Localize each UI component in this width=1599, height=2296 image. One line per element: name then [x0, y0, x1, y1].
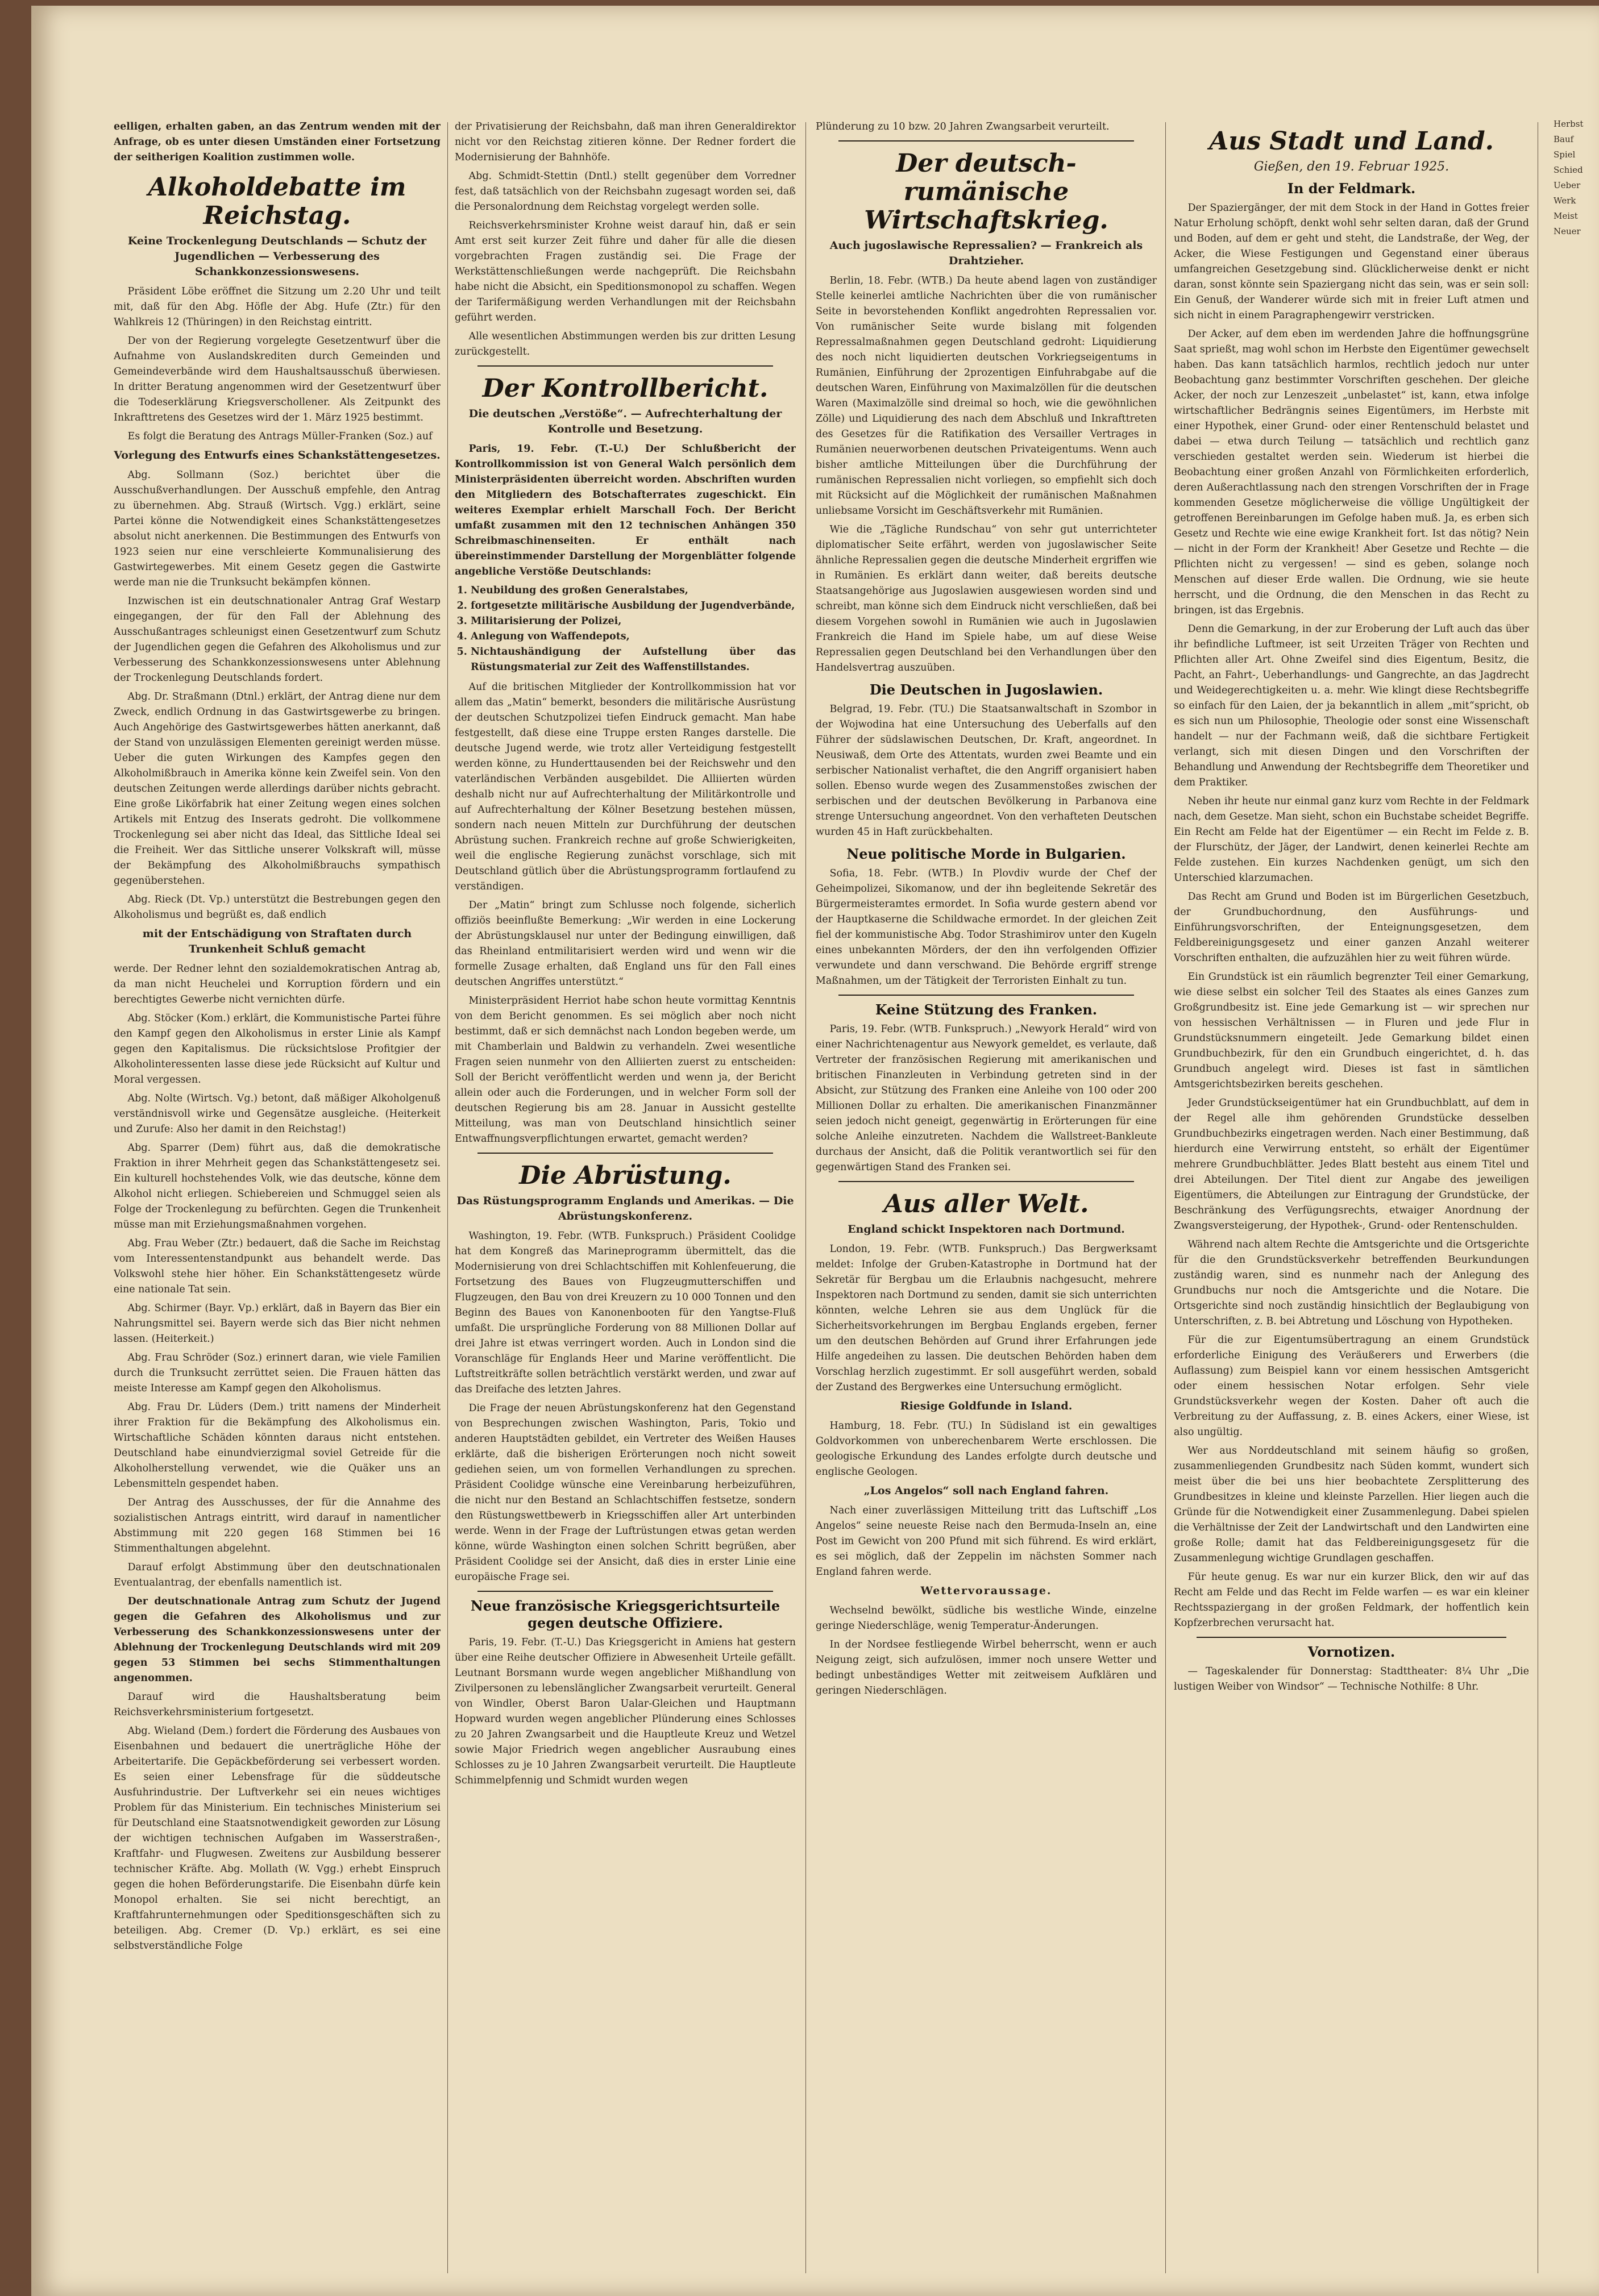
- list-item: 3. Militarisierung der Polizei,: [471, 614, 796, 629]
- paragraph: Abg. Schmidt-Stettin (Dntl.) stellt gegenüber dem Vorredner fest, daß tatsächlich von der Reichsbahn zugesagt worden sei, daß die Personalordnung dem Reichstag vorgelegt werden solle.: [455, 170, 796, 213]
- subheadline: „Los Angelos“ soll nach England fahren.: [863, 1484, 1109, 1497]
- section-divider: [477, 365, 773, 367]
- paragraph: der Privatisierung der Reichsbahn, daß man ihren Generaldirektor nicht vor den Reichstag zitieren könne. Der Redner fordert die Modernisierung der Bahnhöfe.: [455, 121, 796, 163]
- headline-wirtschaftskrieg: Der deutsch-rumänische Wirtschaftskrieg.: [864, 149, 1108, 235]
- paragraph: Auf die britischen Mitglieder der Kontrollkommission hat vor allem das „Matin“ bemerkt, besonders die militärische Ausrüstung der deutschen Schutzpolizei tiefen Eindruck gemacht. Man habe festgestellt, daß diese eine Truppe ersten Ranges darstelle. Die deutsche Jugend werde, wie trotz aller Verteidigung festgestellt werden könne, zu Hunderttausenden bei der Reichswehr und den vaterländischen Verbänden ausgebildet. Die Alliierten würden deshalb nicht nur auf Aufrechterhaltung der Militärkontrolle und auf Aufrechterhaltung der Kölner Besetzung bestehen müssen, sondern nach neuen Mitteln zur Durchführung der deutschen Abrüstung suchen. Frankreich rechne auf große Schwierigkeiten, weil die englische Regierung zunächst vorschlage, sich mit Deutschland gütlich über die Abrüstungsprogramm fortlaufend zu verständigen.: [455, 681, 796, 892]
- paragraph: Paris, 19. Febr. (T.-U.) Das Kriegsgericht in Amiens hat gestern über eine Reihe deutscher Offiziere in Abwesenheit Urteile gefällt. Leutnant Borsmann wurde wegen angeblicher Mißhandlung von Zivilpersonen zu lebenslänglicher Zwangsarbeit verurteilt. General von Windler, Oberst Baron Ualar-Gleichen und Hauptmann Hopward wurden wegen angeblicher Plünderung eines Schlosses zu 20 Jahren Zwangsarbeit und die Hauptleute Kreuz und Wetzel sowie Major Friedrich wegen angeblicher Ausraubung eines Schlosses zu je 10 Jahren Zwangsarbeit verurteilt. Die Hauptleute Schimmelpfennig und Schmidt wurden wegen: [455, 1637, 796, 1786]
- paragraph: Die Frage der neuen Abrüstungskonferenz hat den Gegenstand von Besprechungen zwischen Washington, Paris, Tokio und anderen Hauptstädten gebildet, ein Vertreter des Weißen Hauses erklärte, daß die bisherigen Erörterungen noch nicht soweit gediehen seien, um von formellen Verhandlungen zu sprechen. Präsident Coolidge wünsche eine Vereinbarung herbeizuführen, die nicht nur den Bestand an Schlachtschiffen festsetze, sondern den Rüstungswettbewerb in Kriegsschiffen aller Art unterbinden werde. Wenn in der Frage der Luftrüstungen etwas getan werden könne, würde Washington einen solchen Schritt begrüßen, aber Präsident Coolidge sei der Ansicht, daß dies in erster Linie eine europäische Frage sei.: [455, 1403, 796, 1583]
- newspaper-page: [31, 6, 1599, 2296]
- subheadline: Vorlegung des Entwurfs eines Schankstättengesetzes.: [114, 449, 441, 461]
- headline-alkoholdebatte: Alkoholdebatte im Reichstag.: [148, 173, 406, 230]
- paragraph: Abg. Sollmann (Soz.) berichtet über die Ausschußverhandlungen. Der Ausschuß empfehle, den Antrag zu übernehmen. Abg. Strauß (Wirtsch. Vgg.) erklärt, seine Partei könne die Notwendigkeit eines Schankstättengesetzes absolut nicht anerkennen. Die Bestimmungen des Entwurfs von 1923 seien nur eine verschleierte Kommunalisierung des Gastwirtegewerbes. Mit einem Gesetz gegen die Gastwirte werde man nie die Trunksucht bekämpfen können.: [114, 469, 441, 588]
- paragraph: Wechselnd bewölkt, südliche bis westliche Winde, einzelne geringe Niederschläge, wenig Temperatur-Änderungen.: [816, 1605, 1157, 1632]
- subheadline: Die deutschen „Verstöße“. — Aufrechterhaltung der Kontrolle und Besetzung.: [468, 407, 782, 435]
- paragraph: Für heute genug. Es war nur ein kurzer Blick, den wir auf das Recht am Felde und das Recht im Felde warfen — es war ein kleiner Rechtsspaziergang in der großen Feldmark, der hoffentlich kein Kopfzerbrechen verursacht hat.: [1174, 1571, 1529, 1629]
- paragraph: Reichsverkehrsminister Krohne weist darauf hin, daß er sein Amt erst seit kurzer Zeit führe und daher für alle die diesen vorgebrachten Fragen zuständig sei. Die Frage der Werkstättenschließungen werde nachgeprüft. Die Reichsbahn habe nicht die Absicht, ein Speditionsmonopol zu schaffen. Wegen der Tarifermäßigung werden Verhandlungen mit der Reichsbahn geführt werden.: [455, 220, 796, 323]
- column-rule: [805, 122, 806, 2273]
- paragraph: Plünderung zu 10 bzw. 20 Jahren Zwangsarbeit verurteilt.: [816, 121, 1110, 132]
- section-divider: [838, 1181, 1134, 1182]
- paragraph: Nach einer zuverlässigen Mitteilung tritt das Luftschiff „Los Angelos“ seine neueste Reise nach den Bermuda-Inseln an, eine Post im Gewicht von 200 Pfund mit sich führend. Es wird erklärt, es sei möglich, daß der Zeppelin im nächsten Sommer nach England fahren werde.: [816, 1505, 1157, 1578]
- edge-fragment: Herbst: [1554, 119, 1584, 129]
- column-rule: [1165, 122, 1166, 2273]
- paragraph: Neben ihr heute nur einmal ganz kurz vom Rechte in der Feldmark nach, dem Gesetze. Man sieht, schon ein Buchstabe scheidet Begriffe. Ein Recht am Felde hat der Eigentümer — ein Recht im Felde z. B. der Flurschütz, der Jäger, der Landwirt, denen keinerlei Rechte am Felde zustehen. Ein kurzes Nachdenken genügt, um sich den Unterschied klarzumachen.: [1174, 796, 1529, 884]
- edge-fragment: Bauf: [1554, 134, 1574, 144]
- column-4: [1174, 119, 1529, 2273]
- headline-abruestung: Die Abrüstung.: [519, 1161, 732, 1190]
- column-1: [114, 119, 441, 2273]
- subheadline: Riesige Goldfunde in Island.: [900, 1400, 1073, 1412]
- paragraph: Der Acker, auf dem eben im werdenden Jahre die hoffnungsgrüne Saat sprießt, mag wohl schon im Herbste den Eigentümer gewechselt haben. Das kann tatsächlich harmlos, rechtlich jedoch nur unter Beobachtung ganz bestimmter Vorschriften geschehen. Der gleiche Acker, der noch zur Lenzeszeit „unbelastet“ ist, kann, etwa infolge wirtschaftlicher Bedrängnis seines Eigentümers, im Herbste mit einer Hypothek, einer Grund- oder einer Rentenschuld belastet und dabei — etwa durch Teilung — tatsächlich und rechtlich ganz verschieden gestaltet werden sein. Wiederum ist hierbei die Beobachtung einer großen Anzahl von Förmlichkeiten erforderlich, deren Außerachtlassung nach den strengen Vorschriften der in Frage kommenden Gesetze möglicherweise die völlige Ungültigkeit der getroffenen Bereinbarungen im Gefolge haben muß. Ja, es erben sich Gesetz und Rechte wie eine ewige Krankheit fort. Ist das nötig? Nein — nicht in der Form der Krankheit! Aber Gesetze und Rechte — die Pflichten nicht zu vergessen! — sind es geben, solange noch Menschen auf dieser Erde wallen. Die Ordnung, wie sie heute herrscht, und die Ordnung, die den Menschen in das Recht zu bringen, ist das Ergebnis.: [1174, 328, 1529, 616]
- subheadline: Das Rüstungsprogramm Englands und Amerikas. — Die Abrüstungskonferenz.: [456, 1195, 794, 1222]
- list-item: 2. fortgesetzte militärische Ausbildung der Jugendverbände,: [471, 598, 796, 614]
- adjacent-column-edge: [1554, 117, 1599, 2273]
- section-divider: [838, 140, 1134, 142]
- headline-feldmark: In der Feldmark.: [1287, 180, 1416, 197]
- edge-fragment: Meist: [1554, 211, 1578, 221]
- paragraph: In der Nordsee festliegende Wirbel beherrscht, wenn er auch Neigung zeigt, sich aufzulösen, immer noch unsere Wetter und bedingt unbeständiges Wetter mit zeitweisem Aufklären und geringen Niederschlägen.: [816, 1639, 1157, 1696]
- paragraph: Darauf wird die Haushaltsberatung beim Reichsverkehrsministerium fortgesetzt.: [114, 1691, 441, 1718]
- paragraph: Abg. Wieland (Dem.) fordert die Förderung des Ausbaues von Eisenbahnen und bedauert die unerträgliche Höhe der Arbeitertarife. Die Gepäckbeförderung sei verbessert worden. Es seien einer Lebensfrage für die süddeutsche Ausfuhrindustrie. Der Luftverkehr sei ein neues wichtiges Problem für das Ministerium. Ein technisches Ministerium sei für Deutschland eine Staatsnotwendigkeit geworden zur Lösung der wichtigen technischen Aufgaben im Wasserstraßen-, Kraftfahr- und Flugwesen. Zweitens zur Ausbildung besserer technischer Kräfte. Abg. Mollath (W. Vgg.) erhebt Einspruch gegen die hohen Beförderungstarife. Die Eisenbahn dürfe kein Monopol erhalten. Sie sei nicht berechtigt, an Kraftfahrunternehmungen oder Speditionsgeschäften sich zu beteiligen. Abg. Cremer (D. Vp.) erklärt, es sei eine selbstverständliche Folge: [114, 1725, 441, 1952]
- headline-vornotizen: Vornotizen.: [1307, 1644, 1396, 1660]
- paragraph: Der „Matin“ bringt zum Schlusse noch folgende, sicherlich offiziös beeinflußte Bemerkung: „Wir werden in eine Lockerung der Abrüstungsklausel nur unter der Bedingung einwilligen, daß das Rheinland entmilitarisiert werden wird und wenn wir die formelle Zusage erhalten, daß England uns für den Fall eines deutschen Angriffes unterstützt.“: [455, 900, 796, 988]
- paragraph: Berlin, 18. Febr. (WTB.) Da heute abend lagen von zuständiger Stelle keinerlei amtliche Nachrichten über die von rumänischer Seite in bevorstehenden Konflikt angedrohten Repressalien vor. Von rumänischer Seite wurde bislang mit folgenden Repressalmaßnahmen gegen Deutschland gedroht: Liquidierung des noch nicht liquidierten deutschen Vorkriegseigentums in Rumänien, Einführung der 2prozentigen Einfuhrabgabe auf die deutschen Waren, Einführung von Maximalzöllen für die deutschen Waren (Maximalzölle sind dreimal so hoch, wie die gewöhnlichen Zölle) und Liquidierung des nach dem Abschluß und Inkrafttreten des Gesetzes für die Ratifikation des Versailler Vertrages in Rumänien neuerworbenen deutschen Privateigentums. Wenn auch bisher amtliche Mitteilungen über die Durchführung der rumänischen Repressalien nicht vorliegen, so empfiehlt sich doch mit Rücksicht auf die Möglichkeit der rumänischen Maßnahmen unliebsame Vorsicht im Geschäftsverkehr mit Rumänien.: [816, 275, 1157, 517]
- list-item: 5. Nichtaushändigung der Aufstellung über das Rüstungsmaterial zur Zeit des Waffenstillstandes.: [471, 644, 796, 675]
- paragraph: Sofia, 18. Febr. (WTB.) In Plovdiv wurde der Chef der Geheimpolizei, Sikomanow, und der ihn begleitende Sekretär des Bürgermeisteramtes ermordet. In Sofia wurde gestern abend vor der Hauptkaserne die Schildwache ermordet. In der gleichen Zeit fiel der kommunistische Abg. Todor Strashimirov unter den Kugeln eines unbekannten Mörders, der den ihn verfolgenden Offizier verwundete und dann verschwand. Die Behörde ergriff strenge Maßnahmen, um der Tätigkeit der Terroristen Einhalt zu tun.: [816, 868, 1157, 987]
- paragraph: Für die zur Eigentumsübertragung an einem Grundstück erforderliche Einigung des Veräußerers und Erwerbers (die Auflassung) zum Beispiel kann vor einem hessischen Amtsgericht oder einem hessischen Notar erfolgen. Sehr viele Grundstücksverkehr wegen der Kosten. Daher oft auch die Verbreitung zu der Auffassung, z. B. eines Ackers, einer Wiese, ist also ungültig.: [1174, 1334, 1529, 1438]
- section-divider: [477, 1591, 773, 1592]
- paragraph: — Tageskalender für Donnerstag: Stadttheater: 8¼ Uhr „Die lustigen Weiber von Windsor“ — Technische Nothilfe: 8 Uhr.: [1174, 1666, 1529, 1692]
- edge-fragment: Neuer: [1554, 226, 1581, 236]
- paragraph: Der Antrag des Ausschusses, der für die Annahme des sozialistischen Antrags eintritt, wird darauf in namentlicher Abstimmung mit 220 gegen 168 Stimmen bei 16 Stimmenthaltungen abgelehnt.: [114, 1497, 441, 1554]
- section-divider: [1197, 1637, 1506, 1638]
- headline-deutsche-jugoslawien: Die Deutschen in Jugoslawien.: [869, 681, 1103, 698]
- paragraph: Der von der Regierung vorgelegte Gesetzentwurf über die Aufnahme von Auslandskrediten durch Gemeinden und Gemeindeverbände wird dem Haushaltsausschuß überwiesen. In dritter Beratung angenommen wird der Gesetzentwurf über die Todeserklärung Kriegsverschollener. Als Zeitpunkt des Inkrafttretens des Gesetzes wird der 1. März 1925 bestimmt.: [114, 335, 441, 423]
- edge-fragment: Ueber: [1554, 180, 1581, 190]
- paragraph: Jeder Grundstückseigentümer hat ein Grundbuchblatt, auf dem in der Regel alle ihm gehörenden Grundstücke desselben Grundbuchbezirks eingetragen werden. Nach einer Bestimmung, daß hierdurch eine Verwirrung entsteht, so erhält der Eigentümer mehrere Grundbuchblätter. Jedes Blatt besteht aus einem Titel und drei Abteilungen. Der Titel dient zur Angabe des jeweiligen Eigentümers, die Abteilungen zur Eintragung der Grundstücke, der Beschränkung des Verfügungsrechts, etwaiger Anordnung der Zwangsversteigerung, der Hypothek-, Grund- oder Rentenschulden.: [1174, 1097, 1529, 1232]
- headline-kriegsgerichtsurteile: Neue französische Kriegsgerichtsurteile gegen deutsche Offiziere.: [470, 1598, 780, 1631]
- paragraph: Hamburg, 18. Febr. (TU.) In Südisland ist ein gewaltiges Goldvorkommen von unberechenbarem Werte erschlossen. Die geologische Erkundung des Landes erfolgte durch deutsche und englische Geologen.: [816, 1420, 1157, 1478]
- paragraph: Wer aus Norddeutschland mit seinem häufig so großen, zusammenliegenden Grundbesitz nach Süden kommt, wundert sich meist über die bei uns hier beobachtete Zersplitterung des Grundbesitzes in kleine und kleinste Parzellen. Hier liegen auch die Gründe für die Notwendigkeit einer Zusammenlegung. Dabei spielen die Verhältnisse der Zeit der Landwirtschaft und den Landwirten eine große Rolle; damit hat das Feldbereinigungsgesetz für die Zusammenlegung wichtige Grundlagen geschaffen.: [1174, 1445, 1529, 1564]
- paragraph: Abg. Stöcker (Kom.) erklärt, die Kommunistische Partei führe den Kampf gegen den Alkoholismus in erster Linie als Kampf gegen den Kapitalismus. Die rücksichtslose Profitgier der Alkoholinteressenten lasse diese jede Rücksicht auf Kultur und Moral vergessen.: [114, 1013, 441, 1085]
- paragraph: Paris, 19. Febr. (T.-U.) Der Schlußbericht der Kontrollkommission ist von General Walch persönlich dem Ministerpräsidenten überreicht worden. Abschriften wurden den Mitgliedern des Botschafterrates zugeschickt. Ein weiteres Exemplar erhielt Marschall Foch. Der Bericht umfaßt zusammen mit den 12 technischen Anhängen 350 Schreibmaschinenseiten. Er enthält nach übereinstimmender Darstellung der Morgenblätter folgende angebliche Verstöße Deutschlands:: [455, 443, 796, 577]
- paragraph: Alle wesentlichen Abstimmungen werden bis zur dritten Lesung zurückgestellt.: [455, 331, 796, 357]
- dateline: Gießen, den 19. Februar 1925.: [1253, 160, 1450, 174]
- paragraph: Belgrad, 19. Febr. (TU.) Die Staatsanwaltschaft in Szombor in der Wojwodina hat eine Untersuchung des Ueberfalls auf den Führer der südslawischen Deutschen, Dr. Kraft, angeordnet. In Neusiwaß, dem Orte des Attentats, wurden zwei Beamte und ein serbischer Nationalist verhaftet, die den Angriff organisiert haben sollen. Ebenso wurde wegen des Zusammenstoßes zwischen der serbischen und der deutschen Bevölkerung in Parbanova eine strenge Untersuchung angeordnet. Von den verhafteten Deutschen wurden 45 in Haft zurückbehalten.: [816, 704, 1157, 838]
- paragraph: Abg. Rieck (Dt. Vp.) unterstützt die Bestrebungen gegen den Alkoholismus und begrüßt es, daß endlich: [114, 894, 441, 921]
- paragraph: Inzwischen ist ein deutschnationaler Antrag Graf Westarp eingegangen, der für den Fall der Ablehnung des Ausschußantrages schleunigst einen Gesetzentwurf zum Schutz der Jugendlichen gegen die Gefahren des Alkoholismus und zur Verbesserung des Schankkonzessionswesens unter Ablehnung der Trockenlegung Deutschlands fordert.: [114, 596, 441, 684]
- paragraph: Washington, 19. Febr. (WTB. Funkspruch.) Präsident Coolidge hat dem Kongreß das Marineprogramm übermittelt, das die Modernisierung von drei Schlachtschiffen mit Kohlenfeuerung, die Fortsetzung des Baues von Flugzeugmutterschiffen und Flugzeugen, den Bau von drei Kreuzern zu 10 000 Tonnen und den Beginn des Baues von Kanonenbooten für den Yangtse-Fluß umfaßt. Die ursprüngliche Forderung von 88 Millionen Dollar auf drei Jahre ist etwas verringert worden. Auch in London sind die Voranschläge für Englands Heer und Marine veröffentlicht. Die Luftstreitkräfte sollen beträchtlich verstärkt werden, und zwar auf das Dreifache des letzten Jahres.: [455, 1230, 796, 1395]
- paragraph: Abg. Frau Schröder (Soz.) erinnert daran, wie viele Familien durch die Trunksucht zerrüttet seien. Die Frauen hätten das meiste Interesse am Kampf gegen den Alkoholismus.: [114, 1352, 441, 1394]
- column-3: [816, 119, 1157, 2273]
- paragraph: Der deutschnationale Antrag zum Schutz der Jugend gegen die Gefahren des Alkoholismus und zur Verbesserung des Schankkonzessionswesens unter der Ablehnung der Trockenlegung Deutschlands wird mit 209 gegen 53 Stimmen bei sechs Stimmenthaltungen angenommen.: [114, 1596, 441, 1684]
- subheadline: Wettervoraussage.: [920, 1584, 1052, 1597]
- section-divider: [477, 1153, 773, 1154]
- section-divider: [838, 995, 1134, 996]
- subheadline: England schickt Inspektoren nach Dortmund.: [848, 1223, 1125, 1236]
- paragraph: werde. Der Redner lehnt den sozialdemokratischen Antrag ab, da man nicht Heuchelei und Korruption fördern und ein berechtigtes Gewerbe nicht vernichten dürfe.: [114, 963, 441, 1005]
- column-rule: [447, 122, 448, 2273]
- paragraph: London, 19. Febr. (WTB. Funkspruch.) Das Bergwerksamt meldet: Infolge der Gruben-Katastrophe in Dortmund hat der Sekretär für Bergbau um die Erlaubnis nachgesucht, mehrere Inspektoren nach Dortmund zu senden, damit sie sich unterrichten könnten, welche Lehren sie aus dem Unglück für die Sicherheitsvorkehrungen im Bergbau Englands ergeben, ferner um den deutschen Behörden auf Grund ihrer Erfahrungen jede Hilfe angedeihen zu lassen. Die deutschen Behörden haben dem Vorschlag herzlich zugestimmt. Er soll ausgeführt werden, sobald der Zustand des Bergwerkes eine Untersuchung ermöglicht.: [816, 1243, 1157, 1393]
- paragraph: Es folgt die Beratung des Antrags Müller-Franken (Soz.) auf: [127, 431, 433, 442]
- edge-fragment: Werk: [1554, 196, 1576, 206]
- paragraph: Abg. Schirmer (Bayr. Vp.) erklärt, daß in Bayern das Bier ein Nahrungsmittel sei. Bayern werde sich das Bier nicht nehmen lassen. (Heiterkeit.): [114, 1303, 441, 1345]
- paragraph: Abg. Sparrer (Dem) führt aus, daß die demokratische Fraktion in ihrer Mehrheit gegen das Schankstättengesetz sei. Ein kulturell hochstehendes Volk, wie das deutsche, könne dem Alkohol nicht erliegen. Schiebereien und Schmuggel seien als Folge der Trockenlegung zu befürchten. Gegen die Trunkenheit müsse man mit Erziehungsmaßnahmen vorgehen.: [114, 1142, 441, 1230]
- list-item: 4. Anlegung von Waffendepots,: [471, 629, 796, 644]
- headline-aus-aller-welt: Aus aller Welt.: [883, 1189, 1089, 1218]
- paragraph: Darauf erfolgt Abstimmung über den deutschnationalen Eventualantrag, der ebenfalls namentlich ist.: [114, 1562, 441, 1588]
- subheadline: Keine Trockenlegung Deutschlands — Schutz der Jugendlichen — Verbesserung des Schankkonzessionswesens.: [127, 235, 427, 278]
- paragraph: Präsident Löbe eröffnet die Sitzung um 2.20 Uhr und teilt mit, daß für den Abg. Höfle der Abg. Hufe (Ztr.) für den Wahlkreis 12 (Thüringen) in den Reichstag eintritt.: [114, 286, 441, 328]
- paragraph: Abg. Nolte (Wirtsch. Vg.) betont, daß mäßiger Alkoholgenuß verständnisvoll wirke und Gegensätze ausgleiche. (Heiterkeit und Zurufe: Also her damit in den Reichstag!): [114, 1093, 441, 1135]
- paragraph: Der Spaziergänger, der mit dem Stock in der Hand in Gottes freier Natur Erholung schöpft, denkt wohl sehr selten daran, daß der Grund und Boden, auf dem er geht und steht, die Landstraße, der Weg, der Acker, die Wiese Festigungen und Gegenstand einer überaus umfangreichen Gesetzgebung sind. Glücklicherweise denkt er nicht daran, sonst könnte sein Spaziergang nicht das sein, was er sein soll: Ein Genuß, der Wanderer würde sich mit in freier Luft atmen und sich nicht in einem Paragraphengewirr verstricken.: [1174, 202, 1529, 321]
- subheadline: Auch jugoslawische Repressalien? — Frankreich als Drahtzieher.: [829, 239, 1143, 267]
- paragraph: Abg. Dr. Straßmann (Dtnl.) erklärt, der Antrag diene nur dem Zweck, endlich Ordnung in das Gastwirtsgewerbe zu bringen. Auch Angehörige des Gastwirtsgewerbes hätten anerkannt, daß der Stand von unzulässigen Elementen gereinigt werden müsse. Ueber die guten Wirkungen des Kampfes gegen den Alkoholmißbrauch in Amerika könne kein Zweifel sein. Von den deutschen Zeitungen werde allerdings darüber nichts gebracht. Eine große Likörfabrik hat einer Zeitung wegen eines solchen Artikels mit Entzug des Inserats gedroht. Die vollkommene Trockenlegung sei aber nicht das Ideal, das Sittliche Ideal sei die Freiheit. Wer das Sittliche unserer Volkskraft will, müsse der Bekämpfung des Alkoholmißbrauchs sympathisch gegenüberstehen.: [114, 691, 441, 887]
- paragraph: Wie die „Tägliche Rundschau“ von sehr gut unterrichteter diplomatischer Seite erfährt, werden von jugoslawischer Seite ähnliche Repressalien gegen die deutsche Minderheit ergriffen wie in Rumänien. Es erklärt dann weiter, daß bereits deutsche Staatsangehörige aus Jugoslawien ausgewiesen worden sind und schreibt, man könne sich dem Eindruck nicht verschließen, daß bei diesem Vorgehen sowohl in Rumänien wie auch in Jugoslawien Frankreich die Hand im Spiele habe, um auf diese Weise Repressalien gegen Deutschland bei den Verhandlungen über den Handelsvertrag auszuüben.: [816, 524, 1157, 673]
- paragraph: Ein Grundstück ist ein räumlich begrenzter Teil einer Gemarkung, wie diese selbst ein solcher Teil des Staates als eines Ganzes zum Großgrundbesitz ist. Eine jede Gemarkung ist — wir sprechen nur von hessischen Verhältnissen — in Fluren und jede Flur in Grundstücksnummern eingeteilt. Jede Gemarkung bildet einen Grundbuchbezirk, für den ein Grundbuch eingerichtet, d. h. das Grundbuch angelegt wird. Dieses ist fast in sämtlichen Amtsgerichtsbezirken bereits geschehen.: [1174, 971, 1529, 1090]
- headline-stuetzung-franken: Keine Stützung des Franken.: [875, 1001, 1098, 1018]
- article-intro: eelligen, erhalten gaben, an das Zentrum wenden mit der Anfrage, ob es unter diesen Umständen einer Fortsetzung der seitherigen Koalition zustimmen wolle.: [114, 121, 441, 163]
- headline-morde-bulgarien: Neue politische Morde in Bulgarien.: [846, 846, 1126, 862]
- headline-kontrollbericht: Der Kontrollbericht.: [482, 374, 769, 403]
- list-item: 1. Neubildung des großen Generalstabes,: [471, 583, 796, 598]
- edge-fragment: Schied: [1554, 165, 1583, 175]
- paragraph: Abg. Frau Weber (Ztr.) bedauert, daß die Sache im Reichstag vom Interessentenstandpunkt aus behandelt werde. Das Volkswohl stehe hier höher. Ein Schankstättengesetz würde eine nationale Tat sein.: [114, 1238, 441, 1295]
- violations-list: [455, 583, 796, 675]
- subheadline: mit der Entschädigung von Straftaten durch Trunkenheit Schluß gemacht: [142, 927, 412, 955]
- paragraph: Ministerpräsident Herriot habe schon heute vormittag Kenntnis von dem Bericht genommen. Es sei möglich aber noch nicht bestimmt, daß er sich demnächst nach London begeben werde, um mit Chamberlain und Baldwin zu verhandeln. Zwei wesentliche Fragen seien nunmehr von den Alliierten zuerst zu entscheiden: Soll der Bericht veröffentlicht werden und wenn ja, der Bericht allein oder auch die Forderungen, und in welcher Form soll der deutschen Regierung bis am 28. Januar in Aussicht gestellte Mitteilung, was man von Deutschland hinsichtlich seiner Entwaffnungsverpflichtungen erwartet, gemacht werden?: [455, 995, 796, 1145]
- column-2: [455, 119, 796, 2273]
- paragraph: Abg. Frau Dr. Lüders (Dem.) tritt namens der Minderheit ihrer Fraktion für die Bekämpfung des Alkoholismus ein. Wirtschaftliche Schäden könnten daraus nicht entstehen. Deutschland habe einundvierzigmal soviel Getreide für die Alkoholherstellung verwendet, wie die Quäker uns an Lebensmitteln gespendet haben.: [114, 1401, 441, 1490]
- paragraph: Paris, 19. Febr. (WTB. Funkspruch.) „Newyork Herald“ wird von einer Nachrichtenagentur aus Newyork gemeldet, es verlaute, daß Vertreter der französischen Regierung mit amerikanischen und britischen Finanzleuten in Verbindung getreten sind in der Absicht, zur Stützung des Franken eine Anleihe von 100 oder 200 Millionen Dollar zu erhalten. Die amerikanischen Finanzmänner seien jedoch nicht geneigt, gegenwärtig in Erörterungen für eine solche Anleihe einzutreten. Nachdem die Wallstreet-Bankleute durchaus der Ansicht, daß die Politik verantwortlich sei für den gegenwärtigen Stand des Franken sei.: [816, 1024, 1157, 1173]
- paragraph: Das Recht am Grund und Boden ist im Bürgerlichen Gesetzbuch, der Grundbuchordnung, den Ausführungs- und Einführungsvorschriften, der Enteignungsgesetzen, dem Feldbereinigungsgesetz und einer ganzen Anzahl weiterer Vorschriften enthalten, die aufzuzählen hier zu weit führen würde.: [1174, 891, 1529, 964]
- paragraph: Denn die Gemarkung, in der zur Eroberung der Luft auch das über ihr befindliche Luftmeer, ist seit Urzeiten Träger von Rechten und Pflichten aller Art. Ohne Zweifel sind dies Eigentum, Besitz, die Pacht, an Fahrt-, Ueberhandlungs- und Gangrechte, an das Jagdrecht und Weidegerechtigkeiten u. a. mehr. Wie klingt diese Rechtsbegriffe so einfach für den Laien, der ja bekanntlich in allem „mit“spricht, ob es sich nun um Philosophie, Theologie oder sonst eine Wissenschaft handelt — nur der Fachmann weiß, daß die sichtbare Fertigkeit verlangt, sich mit diesen Dingen und den Vorschriften der Behandlung und Anwendung der Rechtsbegriffe dem Theoretiker und dem Praktiker.: [1174, 623, 1529, 788]
- headline-stadt-und-land: Aus Stadt und Land.: [1209, 127, 1494, 156]
- edge-fragment: Spiel: [1554, 149, 1576, 160]
- paragraph: Während nach altem Rechte die Amtsgerichte und die Ortsgerichte für die den Grundstücksverkehr betreffenden Beurkundungen zuständig waren, sind es nunmehr nach der Anlegung des Grundbuchs nur noch die Amtsgerichte und die Notare. Die Ortsgerichte sind noch zuständig hinsichtlich der Beglaubigung von Unterschriften, z. B. bei Abtretung und Löschung von Hypotheken.: [1174, 1239, 1529, 1327]
